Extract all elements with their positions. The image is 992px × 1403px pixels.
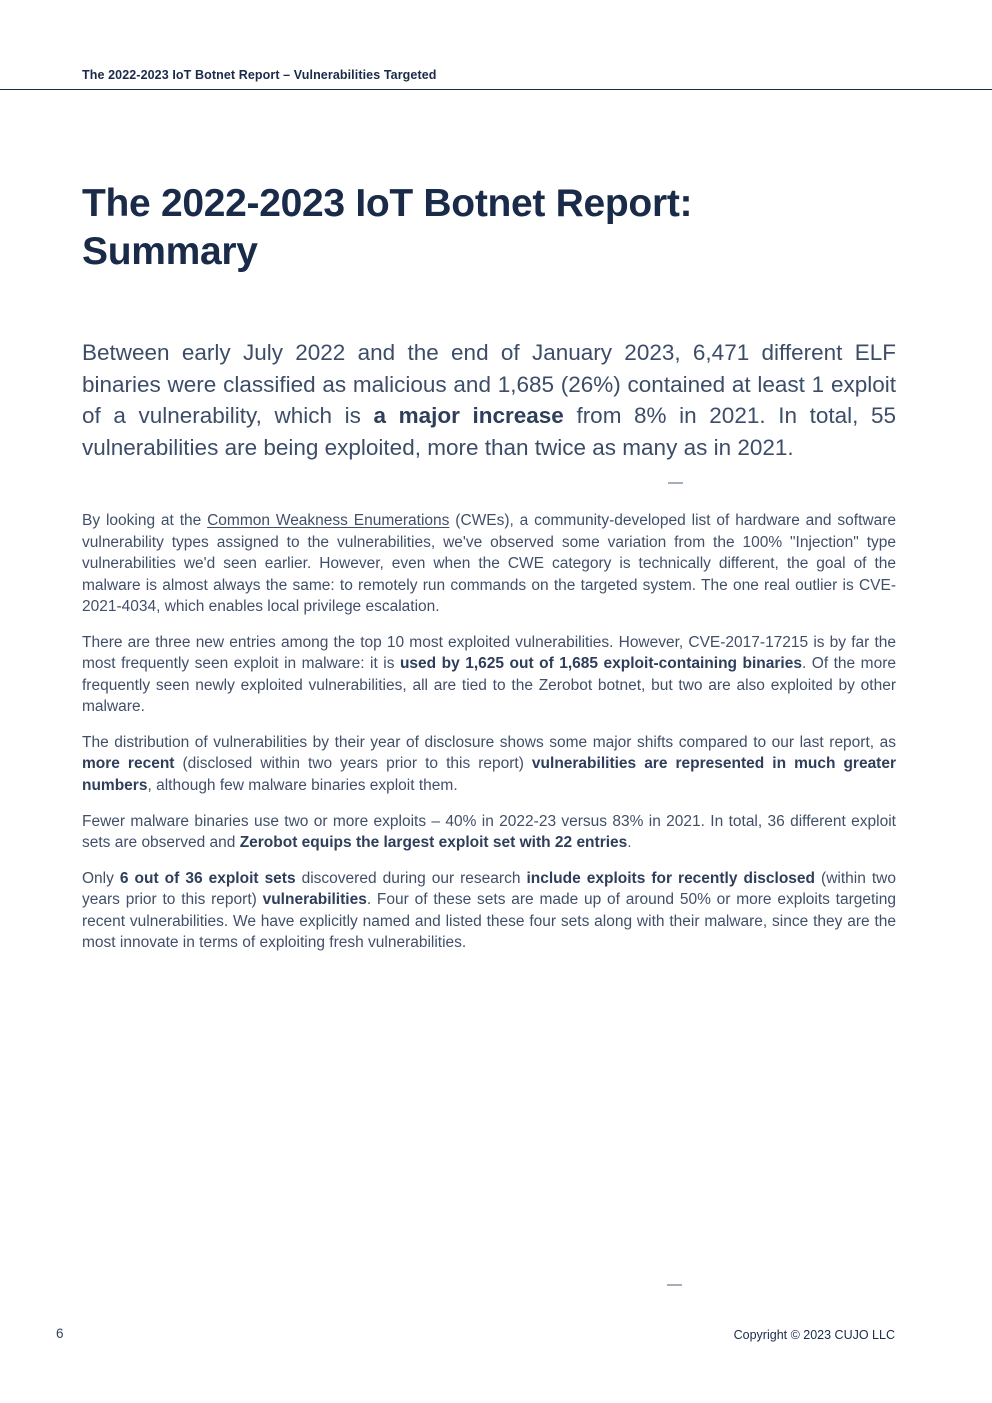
- page-title-line2: Summary: [82, 229, 258, 273]
- plain-text: . Of the more frequently seen newly exploited vulnerabilities, all are tied to the Zerobot botnet, but two are also exploited by other malware.: [82, 655, 896, 716]
- plain-text: (CWEs), a community-developed list of hardware and software vulnerability types assigned to the vulnerabilities, we've observed some variation from the 100% "Injection" type vulnerabilities we'd seen earlier. However, even when the CWE category is technically different, the goal of the malware is almost always the same: to remotely run commands on the targeted system. The one real outlier is CVE-2021-4034, which enables local privilege escalation.: [82, 512, 896, 616]
- section-divider-top: —: [668, 474, 683, 492]
- emphasis-text: Zerobot equips the largest exploit set with 22 entries: [239, 834, 628, 852]
- header-rule: [0, 89, 992, 90]
- body-paragraph: [82, 868, 896, 954]
- plain-text: There are three new entries among the top 10 most exploited vulnerabilities. However, CVE-2017-17215 is by far the most frequently seen exploit in malware: it is: [82, 633, 896, 673]
- plain-text: from 8% in 2021. In total, 55 vulnerabilities are being exploited, more than twice as many as in 2021.: [82, 403, 897, 460]
- body-paragraphs: [82, 510, 896, 954]
- emphasis-text: include exploits for recently disclosed: [526, 869, 816, 887]
- emphasis-text: vulnerabilities: [262, 891, 367, 909]
- page-title-line1: The 2022-2023 IoT Botnet Report:: [82, 182, 693, 225]
- plain-text: . Four of these sets are made up of around 50% or more exploits targeting recent vulnerabilities. We have explicitly named and listed these four sets along with their malware, since they are the most innovate in terms of exploiting fresh vulnerabilities.: [82, 891, 896, 952]
- plain-text: discovered during our research: [295, 869, 527, 887]
- content-column: [82, 180, 896, 968]
- cwe-link[interactable]: Common Weakness Enumerations: [207, 512, 450, 530]
- emphasis-text: a major increase: [373, 403, 564, 429]
- emphasis-text: more recent: [82, 755, 175, 773]
- plain-text: Between early July 2022 and the end of January 2023, 6,471 different ELF binaries were classified as malicious and 1,685 (26%) contained at least 1 exploit of a vulnerability, which is: [82, 340, 896, 429]
- page-number: 6: [56, 1326, 64, 1341]
- plain-text: Only: [82, 869, 120, 887]
- plain-text: .: [627, 834, 632, 852]
- body-paragraph: [82, 510, 896, 618]
- body-paragraph: [82, 811, 896, 854]
- plain-text: Fewer malware binaries use two or more exploits – 40% in 2022-23 versus 83% in 2021. In total, 36 different exploit sets are observed and: [82, 812, 896, 852]
- page-title: [82, 180, 896, 275]
- emphasis-text: 6 out of 36 exploit sets: [119, 869, 296, 887]
- plain-text: , although few malware binaries exploit them.: [147, 777, 458, 794]
- copyright-notice: Copyright © 2023 CUJO LLC: [733, 1328, 895, 1342]
- body-paragraph: [82, 632, 896, 718]
- running-header: The 2022-2023 IoT Botnet Report – Vulnerabilities Targeted: [82, 68, 437, 82]
- emphasis-text: used by 1,625 out of 1,685 exploit-containing binaries: [399, 655, 802, 673]
- plain-text: (within two years prior to this report): [82, 869, 896, 909]
- section-divider-bottom: —: [667, 1276, 682, 1293]
- lead-paragraph: [82, 337, 896, 463]
- emphasis-text: vulnerabilities are represented in much greater numbers: [82, 755, 896, 794]
- plain-text: (disclosed within two years prior to this report): [174, 755, 532, 773]
- plain-text: The distribution of vulnerabilities by their year of disclosure shows some major shifts compared to our last report, as: [82, 733, 896, 751]
- plain-text: By looking at the: [82, 512, 208, 530]
- body-paragraph: [82, 732, 896, 797]
